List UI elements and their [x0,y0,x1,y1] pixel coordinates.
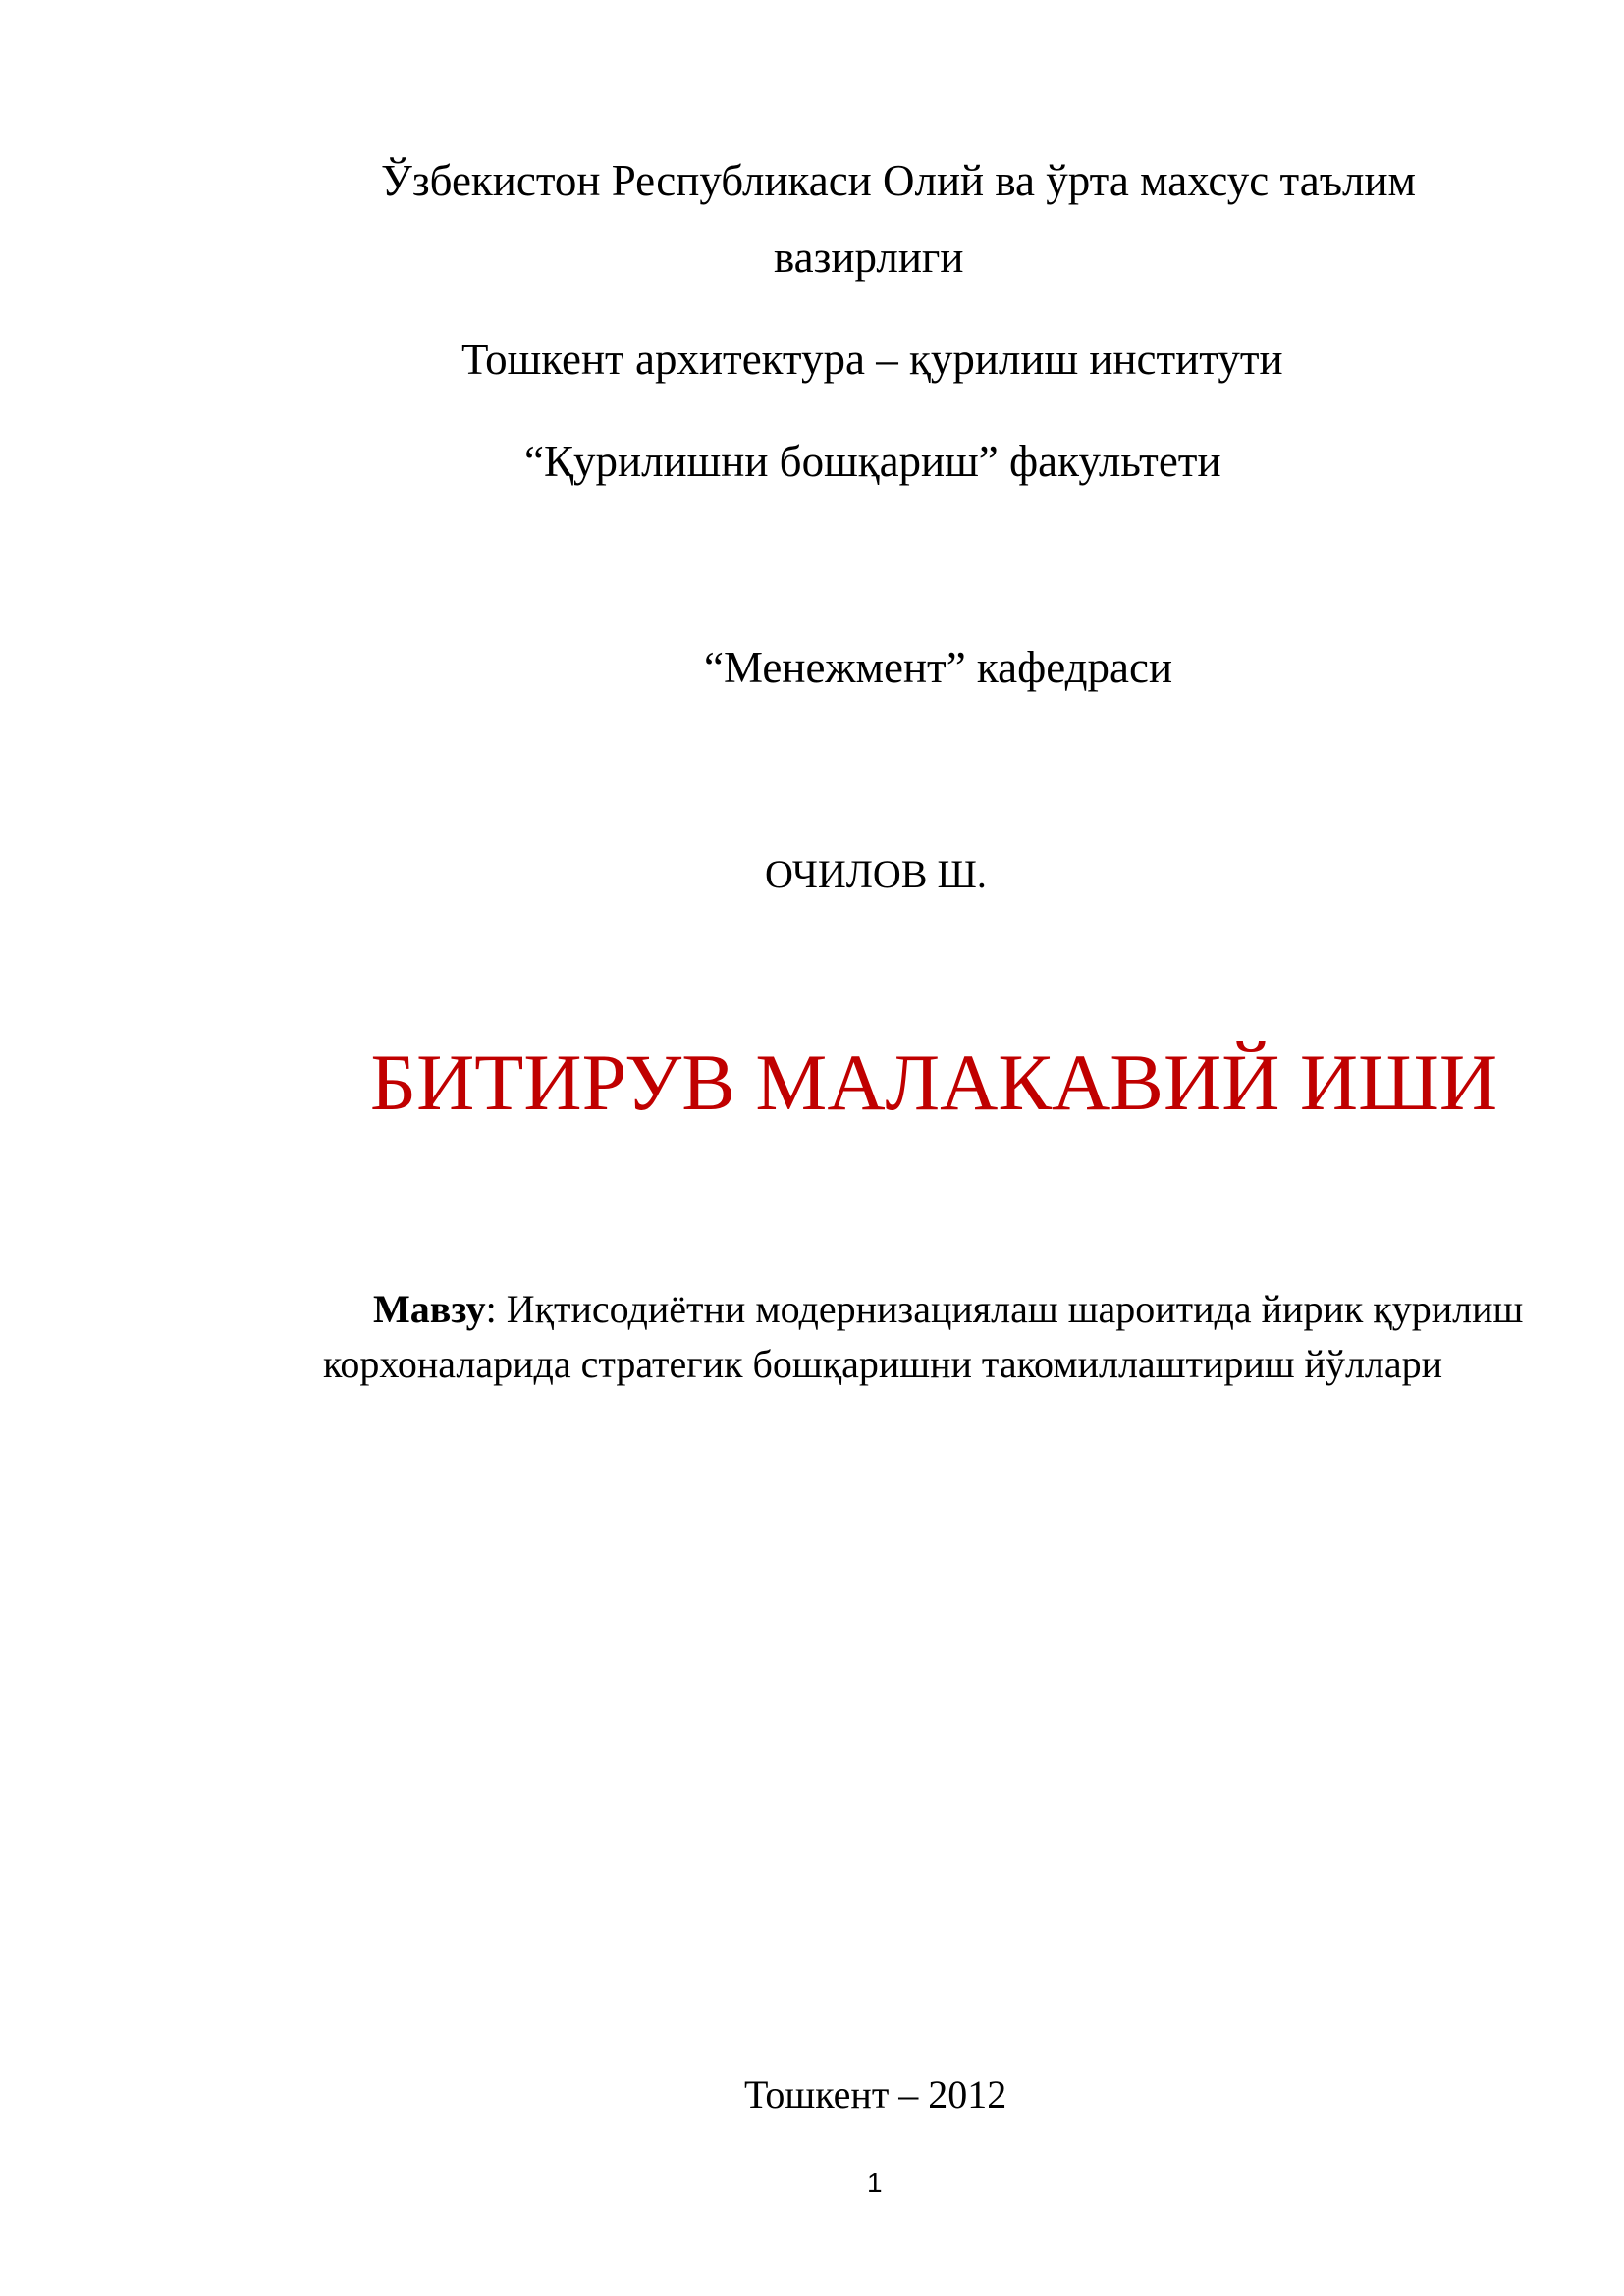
city-and-year: Тошкент – 2012 [744,2072,1007,2116]
thesis-title: БИТИРУВ МАЛАКАВИЙ ИШИ [370,1038,1498,1127]
topic-text-line2: корхоналарида стратегик бошқаришни такомиллаштириш йўллари [323,1342,1443,1386]
ministry-name-line2: вазирлиги [774,233,964,282]
institute-name: Тошкент архитектура – қурилиш институти [461,335,1283,384]
topic-text-line1: Иқтисодиётни модернизациялаш шароитида йирик қурилиш [496,1287,1524,1331]
topic-label: Мавзу [373,1287,486,1331]
topic-line1 [373,1286,1523,1332]
department-name: “Менежмент” кафедраси [704,643,1173,692]
faculty-name: “Қурилишни бошқариш” факультети [524,437,1221,486]
ministry-name-line1: Ўзбекистон Республикаси Олий ва ўрта махсус таълим [381,156,1417,205]
topic-separator: : [485,1287,497,1331]
author-name: ОЧИЛОВ Ш. [765,852,987,896]
page-number: 1 [867,2167,883,2198]
